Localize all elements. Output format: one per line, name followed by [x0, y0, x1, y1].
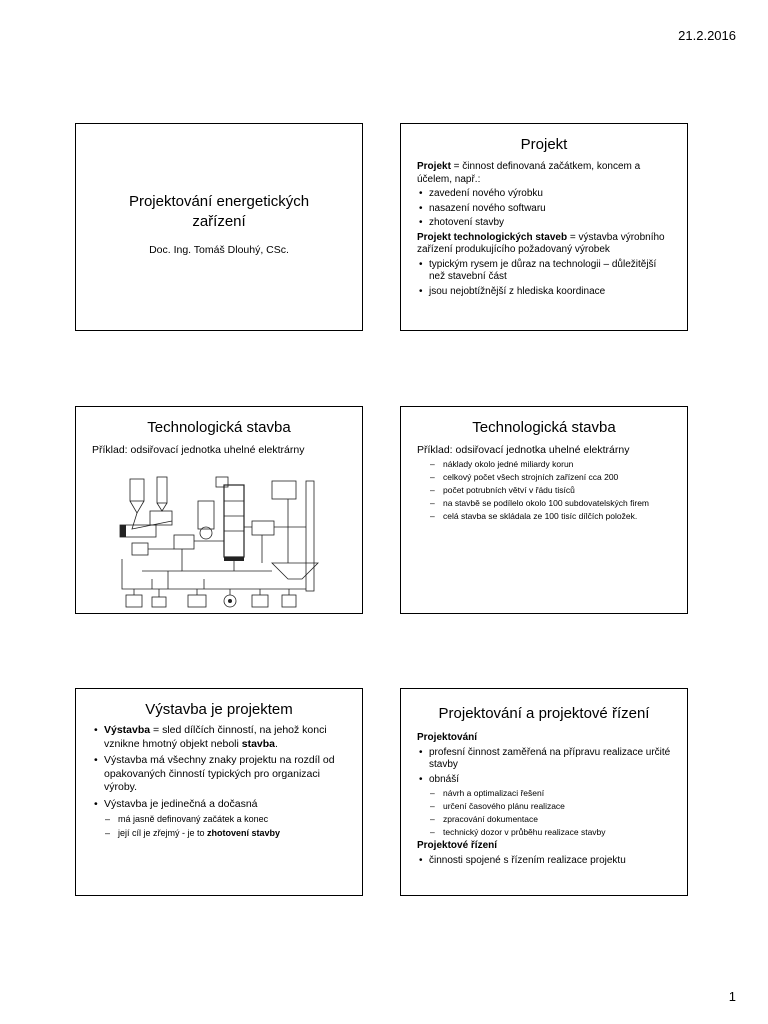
list-item: – náklady okolo jedné miliardy korun — [443, 459, 673, 470]
slide2-title: Projekt — [520, 136, 568, 153]
slide6-body — [401, 732, 687, 867]
list-item — [118, 828, 348, 839]
list-item: – celkový počet všech strojních zařízení cca 200 — [443, 472, 673, 483]
slide2-definition2-text: = výstavba výrobního zařízení produkujícího požadovaný výrobek — [417, 231, 665, 255]
slide4-list — [417, 459, 673, 522]
slide6-list1 — [417, 747, 673, 787]
slide-vystavba — [75, 688, 363, 896]
list-item: • profesní činnost zaměřená na přípravu realizace určité stavby — [429, 747, 673, 772]
list-item: – má jasně definovaný začátek a konec — [118, 814, 348, 825]
slide6-list2 — [417, 855, 673, 868]
slide3-lead: Příklad: odsiřovací jednotka uhelné elektrárny — [92, 444, 305, 456]
slide-projekt — [400, 123, 688, 331]
slide2-term2: Projekt technologických staveb — [417, 231, 568, 243]
slide4-lead: Příklad: odsiřovací jednotka uhelné elektrárny — [417, 444, 630, 456]
list-item: – zpracování dokumentace — [443, 814, 673, 825]
slide2-definition — [417, 161, 673, 186]
plant-diagram-image — [112, 471, 334, 614]
slide4-body — [401, 459, 687, 522]
slide1-author: Doc. Ing. Tomáš Dlouhý, CSc. — [149, 244, 289, 256]
list-item — [104, 724, 348, 751]
term-vystavba: Výstavba — [104, 724, 151, 736]
slide4-title: Technologická stavba — [472, 419, 616, 436]
heading-projektovani: Projektování — [417, 732, 478, 743]
list-item: • Výstavba je jedinečná a dočasná — [104, 798, 348, 812]
term-stavba: stavba — [241, 737, 276, 750]
list-item: – technický dozor v průběhu realizace stavby — [443, 827, 673, 838]
slide5-title: Výstavba je projektem — [145, 701, 293, 718]
slide-title — [75, 123, 363, 331]
slide5-sublist — [92, 814, 348, 839]
slide6-heading1 — [417, 732, 673, 745]
list-item: • jsou nejobtížnější z hlediska koordinace — [429, 286, 673, 299]
list-item: – počet potrubních větví v řádu tisíců — [443, 485, 673, 496]
slide6-heading2 — [417, 840, 673, 853]
list-item: • typickým rysem je důraz na technologii – důležitější než stavební část — [429, 259, 673, 284]
list-item: – na stavbě se podílelo okolo 100 subdovatelských firem — [443, 498, 673, 509]
slide2-list2 — [417, 259, 673, 299]
slide5-list — [92, 724, 348, 811]
list-item: • zavedení nového výrobku — [429, 188, 673, 201]
list-item: • činnosti spojené s řízením realizace projektu — [429, 855, 673, 868]
list-item: – celá stavba se skládala ze 100 tisíc dílčích položek. — [443, 511, 673, 522]
slide1-title: Projektování energetických zařízení — [128, 193, 310, 230]
slide5-body — [76, 724, 362, 839]
definition-text: = sled dílčích činností, na jehož konci vznikne hmotný objekt neboli — [104, 724, 327, 750]
list-item: • Výstavba má všechny znaky projektu na rozdíl od opakovaných činností typických pro organizaci výroby. — [104, 754, 348, 795]
slide6-sublist — [417, 788, 673, 838]
page-number: 1 — [728, 989, 736, 1004]
page-date: 21.2.2016 — [678, 28, 736, 43]
slide2-term: Projekt — [417, 161, 451, 172]
list-item: – určení časového plánu realizace — [443, 801, 673, 812]
slide6-title: Projektování a projektové řízení — [438, 705, 650, 722]
slide-projektovani — [400, 688, 688, 896]
slide-technologicka-stavba-facts — [400, 406, 688, 614]
slide2-body — [401, 161, 687, 298]
list-item: • obnáší — [429, 774, 673, 787]
period: . — [275, 737, 278, 750]
sub2-text: její cíl je zřejmý - je to — [118, 828, 208, 838]
heading-projektove-rizeni: Projektové řízení — [417, 840, 498, 851]
list-item: • zhotovení stavby — [429, 217, 673, 230]
list-item: – návrh a optimalizaci řešení — [443, 788, 673, 799]
sub2-bold: zhotovení stavby — [207, 828, 281, 838]
slide2-list1 — [417, 188, 673, 230]
slide3-title: Technologická stavba — [147, 419, 291, 436]
slide2-definition-text: = činnost definovaná začátkem, koncem a účelem, např.: — [417, 161, 641, 185]
slide2-definition2 — [417, 232, 673, 257]
list-item: • nasazení nového softwaru — [429, 203, 673, 216]
slide-technologicka-stavba-diagram — [75, 406, 363, 614]
